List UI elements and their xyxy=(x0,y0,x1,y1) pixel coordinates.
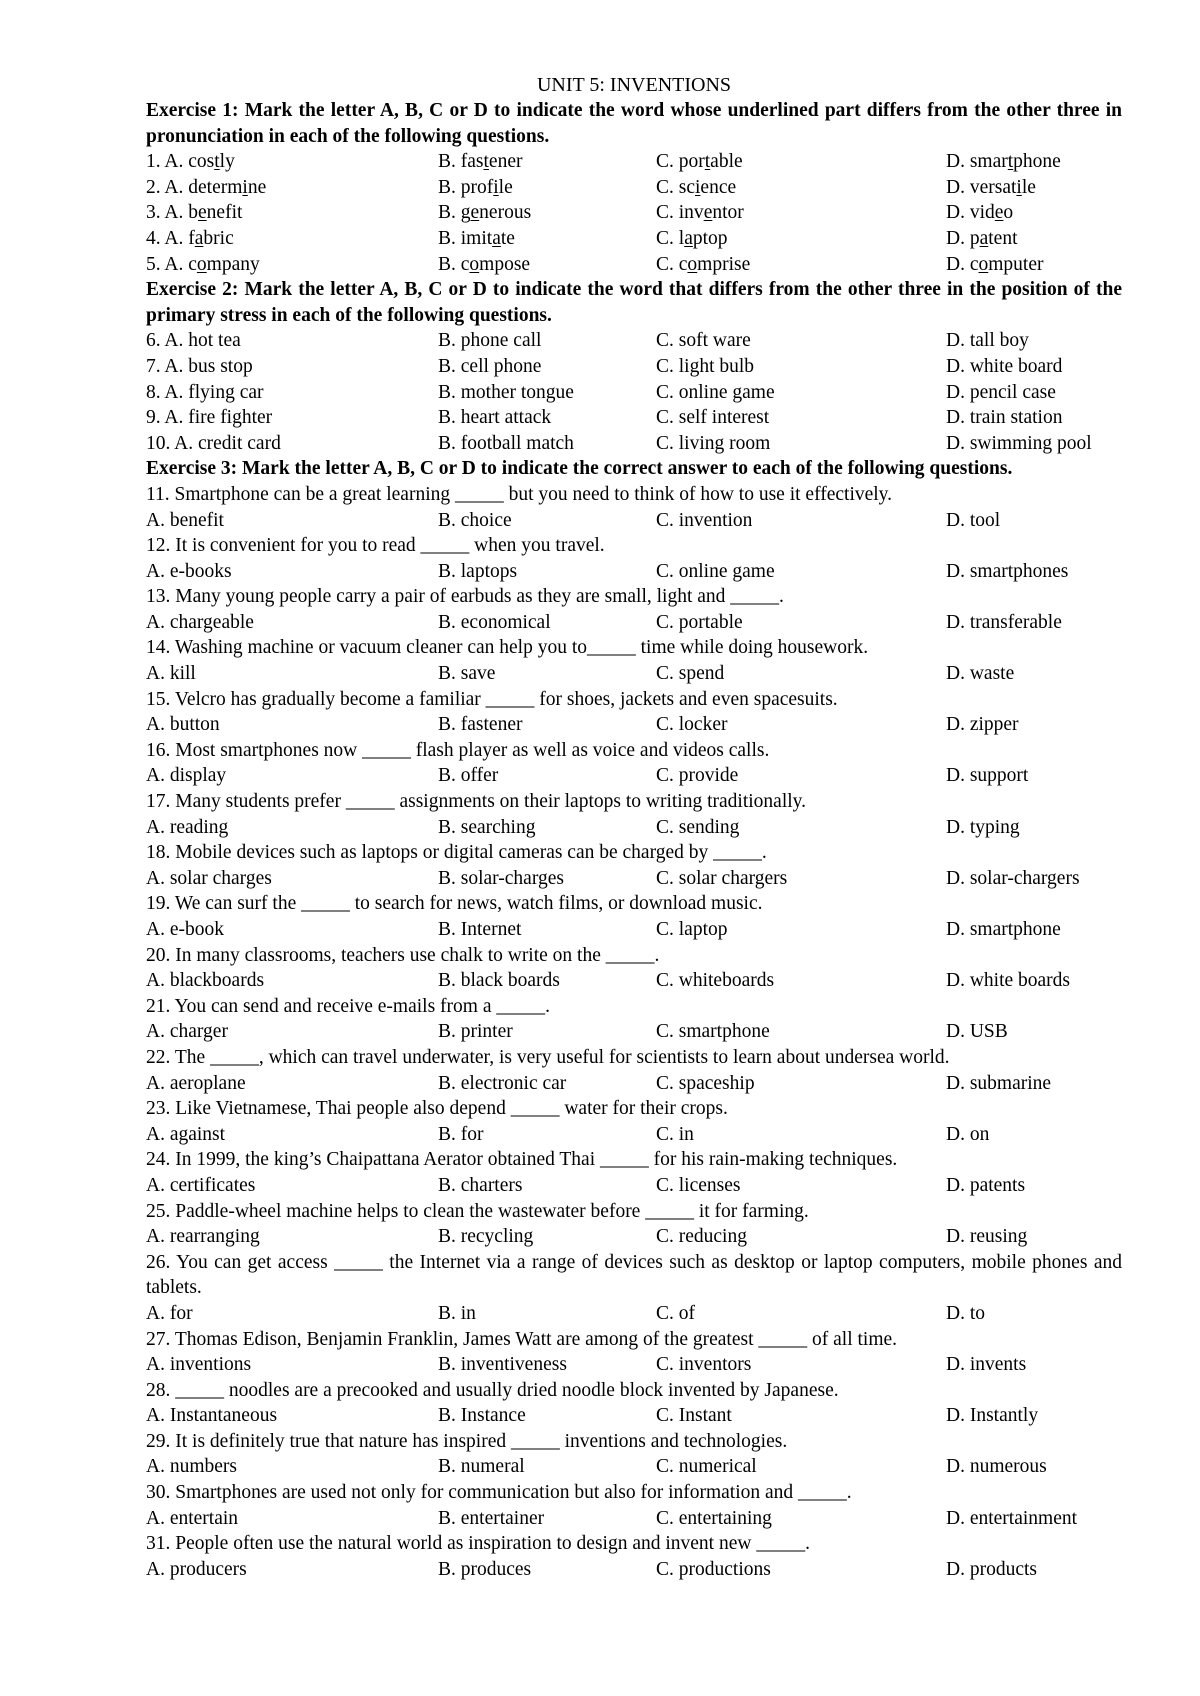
option: D. transferable xyxy=(946,611,1062,633)
option xyxy=(146,252,260,278)
option: A. Instantaneous xyxy=(146,1405,278,1427)
answer-options xyxy=(146,1071,1122,1097)
option xyxy=(438,149,522,175)
question-text: 20. In many classrooms, teachers use chalk to write on the _____. xyxy=(146,944,660,966)
question-text: 19. We can surf the _____ to search for news, watch films, or download music. xyxy=(146,893,763,915)
underlined-part: e xyxy=(198,202,207,224)
answer-options xyxy=(146,1352,1122,1378)
exercise1-row xyxy=(146,252,1122,278)
option: D. Instantly xyxy=(946,1405,1039,1427)
option-text: ly xyxy=(219,151,235,173)
option: C. soft ware xyxy=(656,330,751,352)
option-text: mprise xyxy=(697,253,751,275)
question-text: 31. People often use the natural world as inspiration to design and invent new _____. xyxy=(146,1533,810,1555)
option: D. invents xyxy=(946,1354,1027,1376)
option: D. to xyxy=(946,1302,985,1324)
option: A. display xyxy=(146,765,227,787)
answer-options xyxy=(146,866,1122,892)
question-text: 14. Washing machine or vacuum cleaner can help you to_____ time while doing housework. xyxy=(146,637,869,659)
option: D. zipper xyxy=(946,714,1019,736)
option-text: D. vid xyxy=(946,202,995,224)
option: B. Instance xyxy=(438,1405,526,1427)
option: B. heart attack xyxy=(438,407,552,429)
option: B. electronic car xyxy=(438,1072,567,1094)
option-text: 5. A. c xyxy=(146,253,197,275)
option: A. blackboards xyxy=(146,970,265,992)
answer-options xyxy=(146,1224,1122,1250)
option-text: ence xyxy=(700,176,737,198)
underlined-part: o xyxy=(196,253,207,275)
option xyxy=(656,175,736,201)
answer-options xyxy=(146,917,1122,943)
exercise2-row xyxy=(146,328,1122,354)
option: B. charters xyxy=(438,1174,523,1196)
option: B. Internet xyxy=(438,919,522,940)
option-text: B. prof xyxy=(438,176,494,198)
option: D. smartphones xyxy=(946,560,1069,582)
option-text: tent xyxy=(988,227,1018,249)
exercise1-row xyxy=(146,149,1122,175)
option: A. chargeable xyxy=(146,611,254,633)
question-text: 27. Thomas Edison, Benjamin Franklin, James Watt are among of the greatest _____ of all time. xyxy=(146,1328,898,1350)
answer-options xyxy=(146,1557,1122,1583)
option: C. spaceship xyxy=(656,1072,755,1094)
option xyxy=(946,226,1018,252)
option: D. entertainment xyxy=(946,1507,1078,1529)
option: C. numerical xyxy=(656,1456,757,1478)
option: C. spend xyxy=(656,663,725,685)
question-text: 30. Smartphones are used not only for communication but also for information and _____. xyxy=(146,1482,852,1504)
option: C. solar chargers xyxy=(656,867,788,889)
option: D. train station xyxy=(946,407,1063,429)
option: D. waste xyxy=(946,663,1015,685)
question-text: 18. Mobile devices such as laptops or digital cameras can be charged by _____. xyxy=(146,842,767,864)
underlined-part: o xyxy=(978,253,989,275)
option-text: o xyxy=(1003,202,1014,224)
option: D. support xyxy=(946,765,1029,787)
option xyxy=(438,175,513,201)
option: B. black boards xyxy=(438,970,560,992)
option-text: 4. A. f xyxy=(146,227,195,249)
exercise1-questions xyxy=(146,149,1122,277)
option: B. printer xyxy=(438,1021,513,1043)
option: B. mother tongue xyxy=(438,381,574,403)
option: D. products xyxy=(946,1558,1037,1580)
page-title: UNIT 5: INVENTIONS xyxy=(536,74,732,96)
exercise1-row xyxy=(146,200,1122,226)
option-text: le xyxy=(1021,176,1036,198)
option: D. submarine xyxy=(946,1072,1052,1094)
underlined-part: i xyxy=(695,176,701,198)
exercise2-instruction: Exercise 2: Mark the letter A, B, C or D to indicate the word that differs from the other three in the position of the primary stress in each of the following questions. xyxy=(146,279,1122,326)
option: A. e-books xyxy=(146,560,232,582)
option: A. for xyxy=(146,1302,193,1324)
option-text: C. por xyxy=(656,151,705,173)
option: C. online game xyxy=(656,560,775,582)
option: D. white boards xyxy=(946,970,1071,992)
exercise2-row xyxy=(146,354,1122,380)
option: B. laptops xyxy=(438,560,518,582)
option: C. whiteboards xyxy=(656,970,775,992)
option-text: mpose xyxy=(479,253,531,275)
option: B. produces xyxy=(438,1558,532,1580)
option: C. in xyxy=(656,1123,694,1145)
question-text: 29. It is definitely true that nature has inspired _____ inventions and technologies. xyxy=(146,1430,788,1452)
underlined-part: t xyxy=(214,151,220,173)
option: D. patents xyxy=(946,1174,1026,1196)
underlined-part: e xyxy=(994,202,1004,224)
option: B. recycling xyxy=(438,1226,534,1248)
option: B. choice xyxy=(438,509,512,531)
answer-options xyxy=(146,1506,1122,1532)
option-text: able xyxy=(710,151,743,173)
answer-options xyxy=(146,661,1122,687)
option: C. sending xyxy=(656,816,740,838)
option: B. for xyxy=(438,1123,484,1145)
underlined-part: a xyxy=(194,227,204,249)
answer-options xyxy=(146,1019,1122,1045)
option: B. offer xyxy=(438,765,499,787)
option-text: mpany xyxy=(206,253,260,275)
option: C. of xyxy=(656,1302,695,1324)
underlined-part: a xyxy=(684,227,693,249)
option xyxy=(146,149,235,175)
question-text: 25. Paddle-wheel machine helps to clean the wastewater before _____ it for farming. xyxy=(146,1200,809,1222)
option xyxy=(146,200,242,226)
option: A. button xyxy=(146,714,220,736)
option: D. typing xyxy=(946,816,1020,838)
underlined-part: i xyxy=(1016,176,1022,198)
option: C. locker xyxy=(656,714,728,736)
question-text: 16. Most smartphones now _____ flash player as well as voice and videos calls. xyxy=(146,739,770,761)
option: D. on xyxy=(946,1123,990,1145)
answer-options xyxy=(146,508,1122,534)
underlined-part: t xyxy=(704,151,711,173)
option-text: D. c xyxy=(946,253,979,275)
option: B. football match xyxy=(438,432,574,454)
option xyxy=(146,175,266,201)
option-text: C. c xyxy=(656,253,688,275)
option-text: C. sc xyxy=(656,176,695,198)
answer-options xyxy=(146,610,1122,636)
option: B. solar-charges xyxy=(438,867,564,889)
question-text: 26. You can get access _____ the Internet via a range of devices such as desktop or laptop computers, mobile phones and tablets. xyxy=(146,1251,1122,1299)
answer-options xyxy=(146,1403,1122,1429)
option: B. phone call xyxy=(438,330,542,352)
option xyxy=(656,149,743,175)
option: B. entertainer xyxy=(438,1507,545,1529)
option: C. reducing xyxy=(656,1226,747,1248)
option-text: mputer xyxy=(988,253,1044,275)
option: B. inventiveness xyxy=(438,1354,567,1376)
underlined-part: e xyxy=(703,202,713,224)
option xyxy=(438,200,531,226)
underlined-part: o xyxy=(469,253,480,275)
option-text: ne xyxy=(247,176,267,198)
option: A. against xyxy=(146,1123,226,1145)
option: C. portable xyxy=(656,611,743,633)
question-text: 12. It is convenient for you to read _____ when you travel. xyxy=(146,535,605,557)
question-text: 11. Smartphone can be a great learning _____ but you need to think of how to use it effectively. xyxy=(146,483,893,505)
option-text: B. imit xyxy=(438,227,493,249)
option: A. inventions xyxy=(146,1354,252,1376)
option: D. numerous xyxy=(946,1456,1047,1478)
answer-options xyxy=(146,968,1122,994)
underlined-part: e xyxy=(470,202,480,224)
option-text: D. p xyxy=(946,227,980,249)
underlined-part: i xyxy=(493,176,499,198)
option-text: ntor xyxy=(712,202,744,224)
option: D. USB xyxy=(946,1021,1008,1043)
option xyxy=(438,226,515,252)
option: B. searching xyxy=(438,816,536,838)
option: D. tall boy xyxy=(946,330,1029,352)
exercise2-questions xyxy=(146,328,1122,456)
question-text: 28. _____ noodles are a precooked and usually dried noodle block invented by Japanese. xyxy=(146,1379,839,1401)
option: C. licenses xyxy=(656,1174,741,1196)
option: C. light bulb xyxy=(656,355,755,377)
exercise2-row xyxy=(146,405,1122,431)
option-text: nefit xyxy=(206,202,243,224)
option: A. producers xyxy=(146,1558,247,1580)
option: 7. A. bus stop xyxy=(146,355,253,377)
option-text: C. l xyxy=(656,227,685,249)
option: B. numeral xyxy=(438,1456,525,1478)
option: B. in xyxy=(438,1302,476,1324)
option: 8. A. flying car xyxy=(146,381,264,403)
option-text: C. inv xyxy=(656,202,704,224)
question-text: 13. Many young people carry a pair of earbuds as they are small, light and _____. xyxy=(146,586,784,608)
option: C. entertaining xyxy=(656,1507,772,1529)
option: C. self interest xyxy=(656,407,770,429)
question-text: 22. The _____, which can travel underwater, is very useful for scientists to learn about undersea world. xyxy=(146,1046,950,1068)
option: C. Instant xyxy=(656,1405,732,1427)
option: D. reusing xyxy=(946,1226,1028,1248)
option: D. swimming pool xyxy=(946,432,1092,454)
answer-options xyxy=(146,559,1122,585)
option: C. invention xyxy=(656,509,753,531)
underlined-part: a xyxy=(979,227,989,249)
option: A. rearranging xyxy=(146,1226,260,1248)
answer-options xyxy=(146,1122,1122,1148)
option: B. economical xyxy=(438,611,551,633)
option: C. laptop xyxy=(656,919,728,940)
question-text: 21. You can send and receive e-mails from a _____. xyxy=(146,995,550,1017)
worksheet-content xyxy=(146,72,1122,1582)
option-text: D. versat xyxy=(946,176,1017,198)
answer-options xyxy=(146,712,1122,738)
option: A. certificates xyxy=(146,1174,256,1196)
option-text: te xyxy=(500,227,515,249)
option xyxy=(946,252,1043,278)
option-text: nerous xyxy=(479,202,532,224)
option-text: B. g xyxy=(438,202,471,224)
option: A. benefit xyxy=(146,509,224,531)
option: B. cell phone xyxy=(438,355,542,377)
underlined-part: i xyxy=(242,176,248,198)
option xyxy=(146,226,234,252)
option-text: 1. A. cos xyxy=(146,151,215,173)
option: C. productions xyxy=(656,1558,771,1580)
underlined-part: o xyxy=(687,253,698,275)
option: A. solar charges xyxy=(146,867,272,889)
option: D. pencil case xyxy=(946,381,1056,403)
option xyxy=(946,149,1061,175)
option: D. smartphone xyxy=(946,919,1061,940)
option-text: 3. A. b xyxy=(146,202,199,224)
option-text: le xyxy=(498,176,513,198)
option: A. kill xyxy=(146,663,196,685)
option xyxy=(656,226,728,252)
exercise1-row xyxy=(146,226,1122,252)
option-text: 2. A. determ xyxy=(146,176,243,198)
question-text: 23. Like Vietnamese, Thai people also depend _____ water for their crops. xyxy=(146,1098,728,1120)
option: C. online game xyxy=(656,381,775,403)
answer-options xyxy=(146,815,1122,841)
option: D. solar-chargers xyxy=(946,867,1080,889)
question-text: 15. Velcro has gradually become a familiar _____ for shoes, jackets and even spacesuits. xyxy=(146,688,838,710)
option: B. save xyxy=(438,663,496,685)
option xyxy=(946,200,1013,226)
option: C. provide xyxy=(656,765,739,787)
exercise3-instruction: Exercise 3: Mark the letter A, B, C or D to indicate the correct answer to each of the following questions. xyxy=(146,458,1013,480)
underlined-part: a xyxy=(492,227,501,249)
option xyxy=(656,200,744,226)
option: C. living room xyxy=(656,432,771,454)
answer-options xyxy=(146,763,1122,789)
option: B. fastener xyxy=(438,714,523,736)
option: A. entertain xyxy=(146,1507,239,1529)
option: 9. A. fire fighter xyxy=(146,407,273,429)
option-text: ener xyxy=(488,151,523,173)
option: C. smartphone xyxy=(656,1021,770,1043)
option: D. white board xyxy=(946,355,1063,377)
underlined-part: t xyxy=(1007,151,1014,173)
exercise1-row xyxy=(146,175,1122,201)
option xyxy=(946,175,1036,201)
answer-options xyxy=(146,1301,1122,1327)
exercise2-row xyxy=(146,380,1122,406)
option-text: phone xyxy=(1013,151,1061,173)
option: A. numbers xyxy=(146,1456,237,1478)
option-text: bric xyxy=(203,227,234,249)
question-text: 24. In 1999, the king’s Chaipattana Aerator obtained Thai _____ for his rain-making techniques. xyxy=(146,1149,898,1171)
option: 10. A. credit card xyxy=(146,432,281,454)
option: A. reading xyxy=(146,816,229,838)
option xyxy=(438,252,530,278)
option-text: B. fas xyxy=(438,151,484,173)
option-text: D. smar xyxy=(946,151,1008,173)
option: A. e-book xyxy=(146,919,224,940)
answer-options xyxy=(146,1173,1122,1199)
answer-options xyxy=(146,1454,1122,1480)
underlined-part: t xyxy=(483,151,489,173)
option: 6. A. hot tea xyxy=(146,330,241,352)
option: A. aeroplane xyxy=(146,1072,246,1094)
option: D. tool xyxy=(946,509,1001,531)
question-text: 17. Many students prefer _____ assignments on their laptops to writing traditionally. xyxy=(146,791,807,813)
option: C. inventors xyxy=(656,1354,752,1376)
exercise2-row xyxy=(146,431,1122,457)
exercise3-questions xyxy=(146,482,1122,1583)
option: A. charger xyxy=(146,1021,228,1043)
option xyxy=(656,252,750,278)
option-text: B. c xyxy=(438,253,470,275)
option-text: ptop xyxy=(692,227,728,249)
exercise1-instruction: Exercise 1: Mark the letter A, B, C or D to indicate the word whose underlined part differs from the other three in pronunciation in each of the following questions. xyxy=(146,100,1122,147)
